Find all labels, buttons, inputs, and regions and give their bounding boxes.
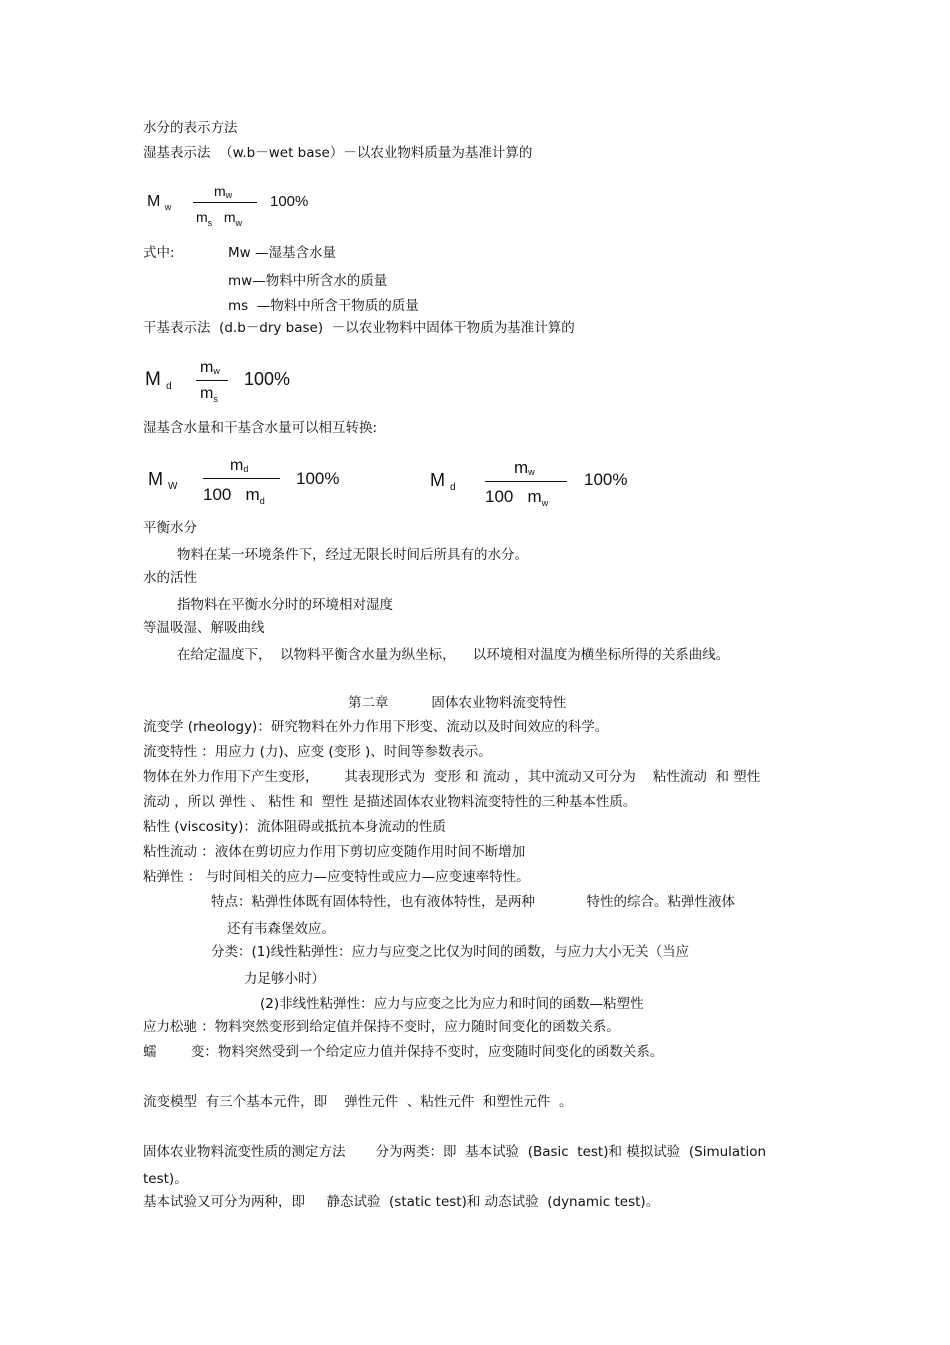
formula-numerator: mw — [200, 359, 220, 376]
dry-basis-definition: 干基表示法 (d.b－dry base) －以农业物料中固体干物质为基准计算的 — [143, 320, 575, 336]
viscoelasticity-features-2: 还有韦森堡效应。 — [227, 921, 335, 937]
conversion-note: 湿基含水量和干基含水量可以相互转换: — [143, 420, 378, 436]
deformation-text-1: 物体在外力作用下产生变形， 其表现形式为 变形 和 流动 ，其中流动又可分为 粘性流动 和 塑性 — [143, 769, 761, 785]
def-ms: ms —物料中所含干物质的质量 — [228, 298, 419, 314]
equilibrium-moisture-text: 物料在某一环境条件下，经过无限长时间后所具有的水分。 — [177, 547, 528, 563]
water-activity-text: 指物料在平衡水分时的环境相对湿度 — [177, 597, 393, 613]
formula-denominator: $m_s$ $m_w$ — [196, 209, 243, 228]
heading-equilibrium-moisture: 平衡水分 — [143, 520, 197, 536]
def-Mw: Mw —湿基含水量 — [228, 245, 336, 261]
formula-numerator: mw — [214, 183, 233, 200]
viscosity-definition: 粘性 (viscosity)：流体阻碍或抵抗本身流动的性质 — [143, 819, 446, 835]
formula-tail: 100% — [270, 193, 309, 210]
formula-tail: 100% — [584, 470, 628, 489]
formula-lhs: M $_w$ — [147, 193, 172, 212]
fraction-bar — [193, 202, 257, 203]
formula-lhs: M $_d$ — [430, 470, 456, 493]
formula-denominator: $m_s$ — [200, 385, 218, 404]
deformation-text-2: 流动 ，所以 弹性 、 粘性 和 塑性 是描述固体农业物料流变特性的三种基本性质。 — [143, 794, 637, 810]
where-label: 式中: — [143, 245, 175, 261]
formula-lhs: M $_W$ — [148, 469, 178, 492]
fraction-bar — [203, 478, 280, 479]
fraction-bar — [485, 481, 567, 482]
formula-numerator: mw — [514, 458, 535, 477]
heading-isotherm: 等温吸湿、解吸曲线 — [143, 620, 265, 636]
stress-relaxation-definition: 应力松驰 ：物料突然变形到给定值并保持不变时，应力随时间变化的函数关系。 — [143, 1019, 620, 1035]
creep-definition: 蠕 变：物料突然受到一个给定应力值并保持不变时，应变随时间变化的函数关系。 — [143, 1044, 664, 1060]
viscoelasticity-classes-3: (2)非线性粘弹性：应力与应变之比为应力和时间的函数—粘塑性 — [260, 996, 644, 1012]
rheological-model: 流变模型 有三个基本元件，即 弹性元件 、粘性元件 和塑性元件 。 — [143, 1094, 573, 1110]
wet-basis-definition: 湿基表示法 （w.b－wet base）－以农业物料质量为基准计算的 — [143, 145, 533, 161]
formula-tail: 100% — [296, 469, 340, 488]
formula-lhs: M $_d$ — [145, 369, 172, 392]
formula-numerator: md — [230, 457, 249, 474]
viscoelasticity-classes-2: 力足够小时） — [244, 971, 325, 987]
viscous-flow-definition: 粘性流动 ：液体在剪切应力作用下剪切应变随作用时间不断增加 — [143, 844, 526, 860]
viscoelasticity-classes-1: 分类：(1)线性粘弹性：应力与应变之比仅为时间的函数，与应力大小无关（当应 — [211, 944, 690, 960]
measurement-methods-1: 固体农业物料流变性质的测定方法 分为两类：即 基本试验 (Basic test)和 模拟试验 (Simulation — [143, 1144, 767, 1160]
fraction-bar — [196, 380, 228, 381]
heading-moisture-methods: 水分的表示方法 — [143, 120, 238, 136]
viscoelasticity-features-1: 特点：粘弹性体既有固体特性，也有液体特性，是两种 特性的综合。粘弹性液体 — [211, 894, 735, 910]
formula-tail: 100% — [244, 369, 291, 389]
rheological-properties: 流变特性 ：用应力 (力)、应变 (变形 )、时间等参数表示。 — [143, 744, 492, 760]
basic-test-types: 基本试验又可分为两种，即 静态试验 (static test)和 动态试验 (dynamic test)。 — [143, 1194, 660, 1210]
heading-water-activity: 水的活性 — [143, 570, 197, 586]
measurement-methods-2: test)。 — [143, 1171, 188, 1187]
formula-denominator: 100 $m_w$ — [485, 487, 549, 508]
def-mw: mw—物料中所含水的质量 — [228, 273, 388, 289]
rheology-definition: 流变学 (rheology)：研究物料在外力作用下形变、流动以及时间效应的科学。 — [143, 719, 609, 735]
viscoelasticity-definition: 粘弹性 ： 与时间相关的应力—应变特性或应力—应变速率特性。 — [143, 869, 530, 885]
formula-denominator: 100 $m_d$ — [203, 485, 265, 506]
chapter-title: 第二章 固体农业物料流变特性 — [348, 695, 567, 711]
isotherm-text: 在给定温度下， 以物料平衡含水量为纵坐标， 以环境相对温度为横坐标所得的关系曲线。 — [177, 647, 730, 663]
